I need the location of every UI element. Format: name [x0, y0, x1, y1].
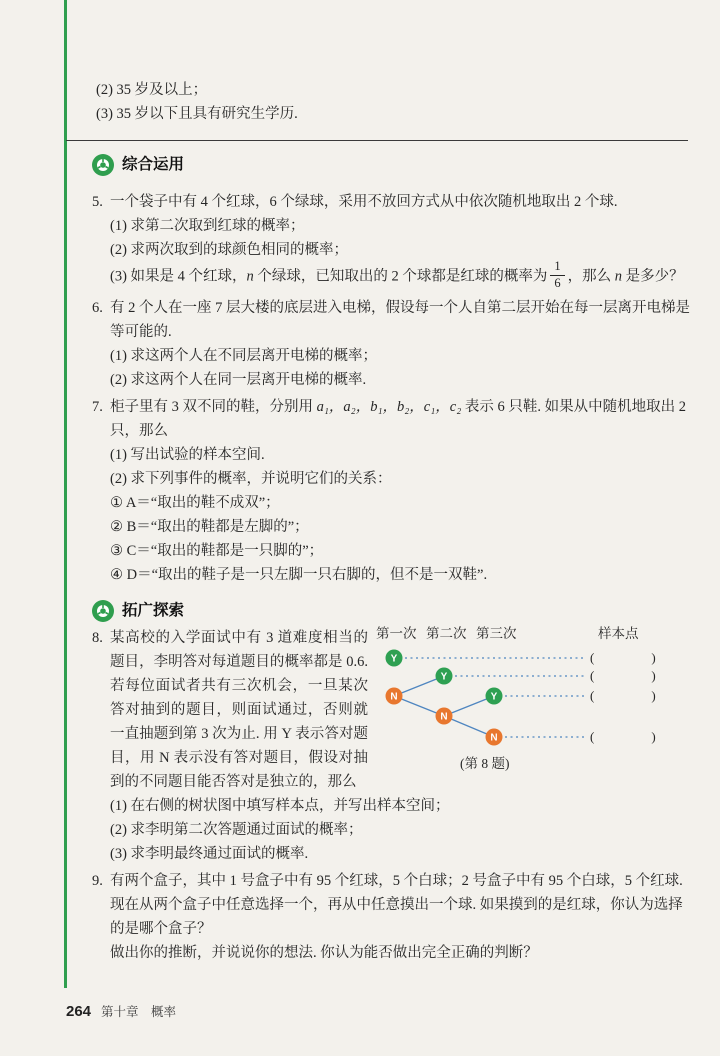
p5-var-n: n [246, 268, 254, 285]
page-number: 264 [66, 1003, 92, 1020]
tree-diagram [374, 624, 686, 776]
problem-7 [92, 395, 690, 587]
problem-6-sub-2: (2) 求这两个人在同一层离开电梯的概率. [110, 371, 367, 388]
tree-header-third: 第三次 [476, 625, 517, 641]
prev-problem-item-2: (2) 35 岁及以上； [96, 82, 208, 98]
p5-sub3-text-d: 是多少？ [622, 268, 684, 285]
fraction-one-sixth [550, 260, 564, 291]
p7-text-b: 表示 6 只鞋. 如果从中随机地取出 2 只，那么 [110, 398, 686, 439]
problem-7-event-C: ③ C＝“取出的鞋都是一只脚的”； [110, 542, 324, 559]
problem-6-body [110, 296, 690, 392]
tree-header-sample: 样本点 [598, 625, 639, 641]
page-content [92, 0, 690, 965]
node-Y3-label: Y [490, 691, 498, 702]
problem-7-statement [110, 395, 690, 443]
p7-shoe-variables: a₁，a₂，b₁，b₂，c₁，c₂ [316, 398, 462, 415]
node-N2-label: N [440, 711, 448, 722]
tree-header-second: 第二次 [426, 625, 467, 641]
tree-header-first: 第一次 [376, 625, 417, 641]
margin-rule [64, 0, 67, 988]
problem-5-statement: 一个袋子中有 4 个红球，6 个绿球，采用不放回方式从中依次随机地取出 2 个球. [110, 194, 618, 210]
problem-7-event-A: ① A＝“取出的鞋不成双”； [110, 494, 280, 511]
problem-8-body [110, 626, 690, 866]
problem-9-statement-2: 做出你的推断，并说说你的想法. 你认为能否做出完全正确的判断？ [110, 944, 538, 961]
problem-5-body [110, 190, 690, 293]
section-apply-icon [92, 154, 114, 176]
problem-8-sub-1: (1) 在右侧的树状图中填写样本点，并写出样本空间； [110, 797, 450, 814]
sample-point-blank-4: ( ) [590, 728, 657, 744]
section-explore-icon [92, 600, 114, 622]
section-header-explore [92, 599, 690, 623]
problem-5-sub-3 [110, 259, 690, 293]
problem-5 [92, 190, 690, 293]
problem-5-number: 5. [92, 194, 103, 210]
p5-sub3-text-b: 个绿球，已知取出的 2 个球都是红球的概率为 [253, 268, 548, 285]
p5-var-n-2: n [614, 268, 623, 285]
problem-7-event-D: ④ D＝“取出的鞋子是一只左脚一只右脚的，但不是一双鞋”. [110, 566, 488, 583]
node-Y1-label: Y [390, 653, 398, 664]
problem-6-statement: 有 2 个人在一座 7 层大楼的底层进入电梯，假设每一个人自第二层开始在每一层离开电梯是等可能的. [110, 299, 690, 340]
problem-6-sub-1: (1) 求这两个人在不同层离开电梯的概率； [110, 347, 378, 364]
problem-6 [92, 296, 690, 392]
problem-9-number: 9. [92, 872, 103, 889]
problem-8-statement: 某高校的入学面试中有 3 道难度相当的题目，李明答对每道题目的概率都是 0.6. 若每位面试者共有三次机会，一旦某次答对抽到的题目，则面试通过，否则就一直抽题到第 3 次为止. 用 Y 表示答对题目，用 N 表示没有答对题目，假设对抽到的不同题目能否答对是独立的，那么 [110, 629, 368, 790]
fraction-denominator: 6 [550, 275, 564, 291]
sample-point-blank-3: ( ) [590, 687, 657, 703]
section-explore-title: 拓广探索 [122, 601, 185, 619]
problem-9 [92, 869, 690, 965]
sample-point-blank-2: ( ) [590, 667, 657, 683]
problem-8-sub-3: (3) 求李明最终通过面试的概率. [110, 845, 309, 862]
problem-7-number: 7. [92, 398, 103, 415]
chapter-title: 第十章 概率 [101, 1005, 177, 1019]
problem-9-statement: 有两个盒子，其中 1 号盒子中有 95 个红球，5 个白球；2 号盒子中有 95 个白球，5 个红球. 现在从两个盒子中任意选择一个，再从中任意摸出一个球. 如果摸到的是红球，你认为选择的是哪个盒子？ [110, 872, 683, 937]
problem-7-event-B: ② B＝“取出的鞋都是左脚的”； [110, 518, 309, 535]
problem-5-sub-1: (1) 求第二次取到红球的概率； [110, 218, 305, 234]
sample-point-blank-1: ( ) [590, 649, 657, 665]
node-N3-label: N [490, 732, 498, 743]
section-header-apply [92, 153, 690, 177]
p5-sub3-text-c: ，那么 [567, 268, 615, 285]
section-apply-title: 综合运用 [122, 156, 185, 173]
problem-7-sub-1: (1) 写出试验的样本空间. [110, 446, 265, 463]
problem-6-number: 6. [92, 299, 103, 316]
problem-8-sub-2: (2) 求李明第二次答题通过面试的概率； [110, 821, 363, 838]
fraction-numerator: 1 [554, 259, 561, 273]
problem-8-number: 8. [92, 629, 103, 646]
problem-8-row [110, 626, 690, 794]
node-Y2-label: Y [440, 671, 448, 682]
page-footer [66, 1000, 176, 1024]
node-N1-label: N [390, 691, 398, 702]
problem-8 [92, 626, 690, 866]
figure-caption: (第 8 题) [460, 755, 510, 771]
problem-7-sub-2: (2) 求下列事件的概率，并说明它们的关系： [110, 470, 392, 487]
problem-9-body [110, 869, 690, 965]
prev-problem-item-3: (3) 35 岁以下且具有研究生学历. [96, 106, 298, 122]
section-divider [66, 140, 688, 141]
p7-text-a: 柜子里有 3 双不同的鞋，分别用 [110, 398, 317, 415]
problem-7-body [110, 395, 690, 587]
problem-5-sub-2: (2) 求两次取到的球颜色相同的概率； [110, 242, 349, 258]
p5-sub3-text-a: (3) 如果是 4 个红球， [110, 268, 247, 285]
